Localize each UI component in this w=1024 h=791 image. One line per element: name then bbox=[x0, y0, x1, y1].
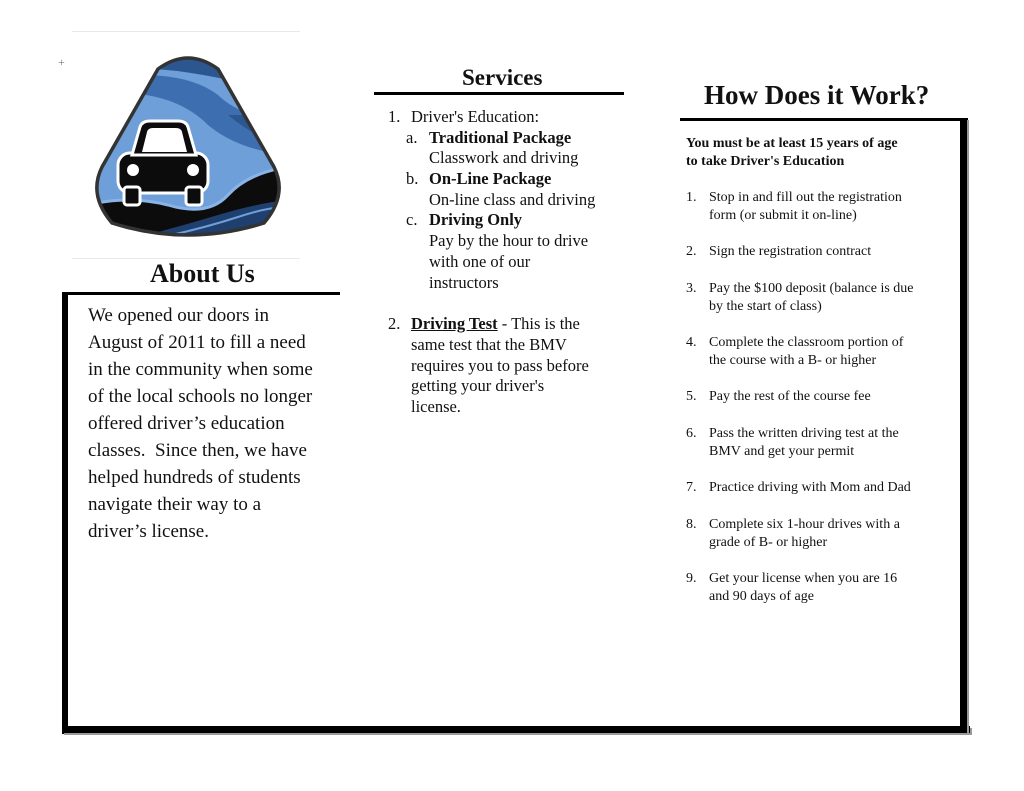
step-line: BMV and get your permit bbox=[709, 444, 855, 459]
how-intro bbox=[686, 135, 948, 171]
how-heading: How Does it Work? bbox=[704, 80, 930, 110]
services-item-2-line bbox=[388, 335, 628, 356]
services-sub-c-desc bbox=[388, 231, 628, 252]
about-line: We opened our doors in bbox=[88, 305, 270, 326]
about-line: of the local schools no longer bbox=[88, 386, 313, 407]
step-item bbox=[686, 189, 948, 225]
about-line: driver’s license. bbox=[88, 521, 209, 542]
how-intro-line: to take Driver's Education bbox=[686, 154, 845, 169]
about-line: in the community when some bbox=[88, 359, 313, 380]
driving-test-rest: - This is the bbox=[497, 314, 580, 334]
step-number: 8. bbox=[686, 517, 697, 532]
sub-desc: Pay by the hour to drive bbox=[429, 231, 589, 251]
services-underline bbox=[374, 92, 624, 95]
services-item-number: 1. bbox=[388, 107, 401, 126]
step-item bbox=[686, 334, 948, 370]
about-line: helped hundreds of students bbox=[88, 467, 301, 488]
sub-desc: On-line class and driving bbox=[429, 189, 596, 209]
services-heading: Services bbox=[462, 65, 543, 90]
services-sub-a bbox=[388, 128, 628, 149]
step-item bbox=[686, 280, 948, 316]
step-item bbox=[686, 516, 948, 552]
services-item-number: 2. bbox=[388, 314, 401, 334]
services-item-2 bbox=[388, 314, 628, 335]
services-sub-a-desc bbox=[388, 148, 628, 169]
plus-mark: + bbox=[58, 55, 65, 69]
step-item bbox=[686, 425, 948, 461]
step-line: the course with a B- or higher bbox=[709, 353, 877, 368]
step-line: and 90 days of age bbox=[709, 589, 814, 604]
step-line: Sign the registration contract bbox=[709, 244, 872, 259]
step-line: form (or submit it on-line) bbox=[709, 208, 857, 223]
driving-test-line: same test that the BMV bbox=[411, 334, 567, 354]
sub-letter: b. bbox=[406, 169, 419, 189]
about-body bbox=[88, 302, 340, 545]
step-item bbox=[686, 243, 948, 261]
step-number: 6. bbox=[686, 426, 697, 441]
how-intro-line: You must be at least 15 years of age bbox=[686, 136, 898, 151]
sub-letter: c. bbox=[406, 210, 418, 230]
sub-letter: a. bbox=[406, 127, 418, 147]
frame-right bbox=[960, 118, 967, 733]
step-number: 2. bbox=[686, 244, 697, 259]
step-line: Pay the rest of the course fee bbox=[709, 389, 871, 404]
how-frame-top bbox=[680, 118, 968, 121]
sub-desc: Classwork and driving bbox=[429, 148, 579, 168]
step-line: Practice driving with Mom and Dad bbox=[709, 480, 911, 495]
how-steps bbox=[686, 135, 948, 606]
step-line: Pay the $100 deposit (balance is due bbox=[709, 281, 914, 296]
step-number: 7. bbox=[686, 480, 697, 495]
frame-bottom bbox=[62, 726, 970, 733]
about-frame-top bbox=[62, 292, 340, 295]
step-item bbox=[686, 570, 948, 606]
step-line: Pass the written driving test at the bbox=[709, 426, 899, 441]
about-heading: About Us bbox=[150, 259, 255, 288]
about-line: August of 2011 to fill a need bbox=[88, 332, 306, 353]
step-item bbox=[686, 479, 948, 497]
step-line: Get your license when you are 16 bbox=[709, 571, 898, 586]
services-item-2-line bbox=[388, 397, 628, 418]
driving-test-line: license. bbox=[411, 396, 461, 416]
frame-left bbox=[62, 292, 68, 734]
services-item-2-line bbox=[388, 356, 628, 377]
step-item bbox=[686, 388, 948, 406]
step-line: Complete six 1-hour drives with a bbox=[709, 517, 900, 532]
step-number: 1. bbox=[686, 190, 697, 205]
services-item-2-first-line bbox=[411, 314, 580, 335]
sub-title: On-Line Package bbox=[429, 169, 552, 189]
services-sub-c-desc bbox=[388, 273, 628, 294]
faint-rule-top bbox=[72, 31, 300, 32]
sub-desc: instructors bbox=[429, 272, 499, 292]
step-number: 9. bbox=[686, 571, 697, 586]
services-sub-b-desc bbox=[388, 190, 628, 211]
step-line: Complete the classroom portion of bbox=[709, 335, 904, 350]
step-number: 4. bbox=[686, 335, 697, 350]
car-road-icon bbox=[88, 55, 288, 240]
step-line: by the start of class) bbox=[709, 299, 822, 314]
services-sub-c bbox=[388, 210, 628, 231]
services-list bbox=[388, 107, 628, 418]
about-line: offered driver’s education bbox=[88, 413, 285, 434]
about-line: classes. Since then, we have bbox=[88, 440, 307, 461]
sub-desc: with one of our bbox=[429, 251, 531, 271]
step-number: 5. bbox=[686, 389, 697, 404]
services-item-label: Driver's Education: bbox=[411, 107, 540, 126]
services-item-2-line bbox=[388, 376, 628, 397]
sub-title: Driving Only bbox=[429, 210, 523, 230]
driving-test-line: getting your driver's bbox=[411, 376, 545, 396]
step-line: Stop in and fill out the registration bbox=[709, 190, 902, 205]
driving-test-line: requires you to pass before bbox=[411, 355, 589, 375]
sub-title: Traditional Package bbox=[429, 127, 572, 147]
step-line: grade of B- or higher bbox=[709, 535, 828, 550]
services-item-1 bbox=[388, 107, 628, 128]
services-sub-b bbox=[388, 169, 628, 190]
about-line: navigate their way to a bbox=[88, 494, 262, 515]
services-sub-c-desc bbox=[388, 252, 628, 273]
driving-test-title: Driving Test bbox=[411, 314, 498, 334]
step-number: 3. bbox=[686, 281, 697, 296]
